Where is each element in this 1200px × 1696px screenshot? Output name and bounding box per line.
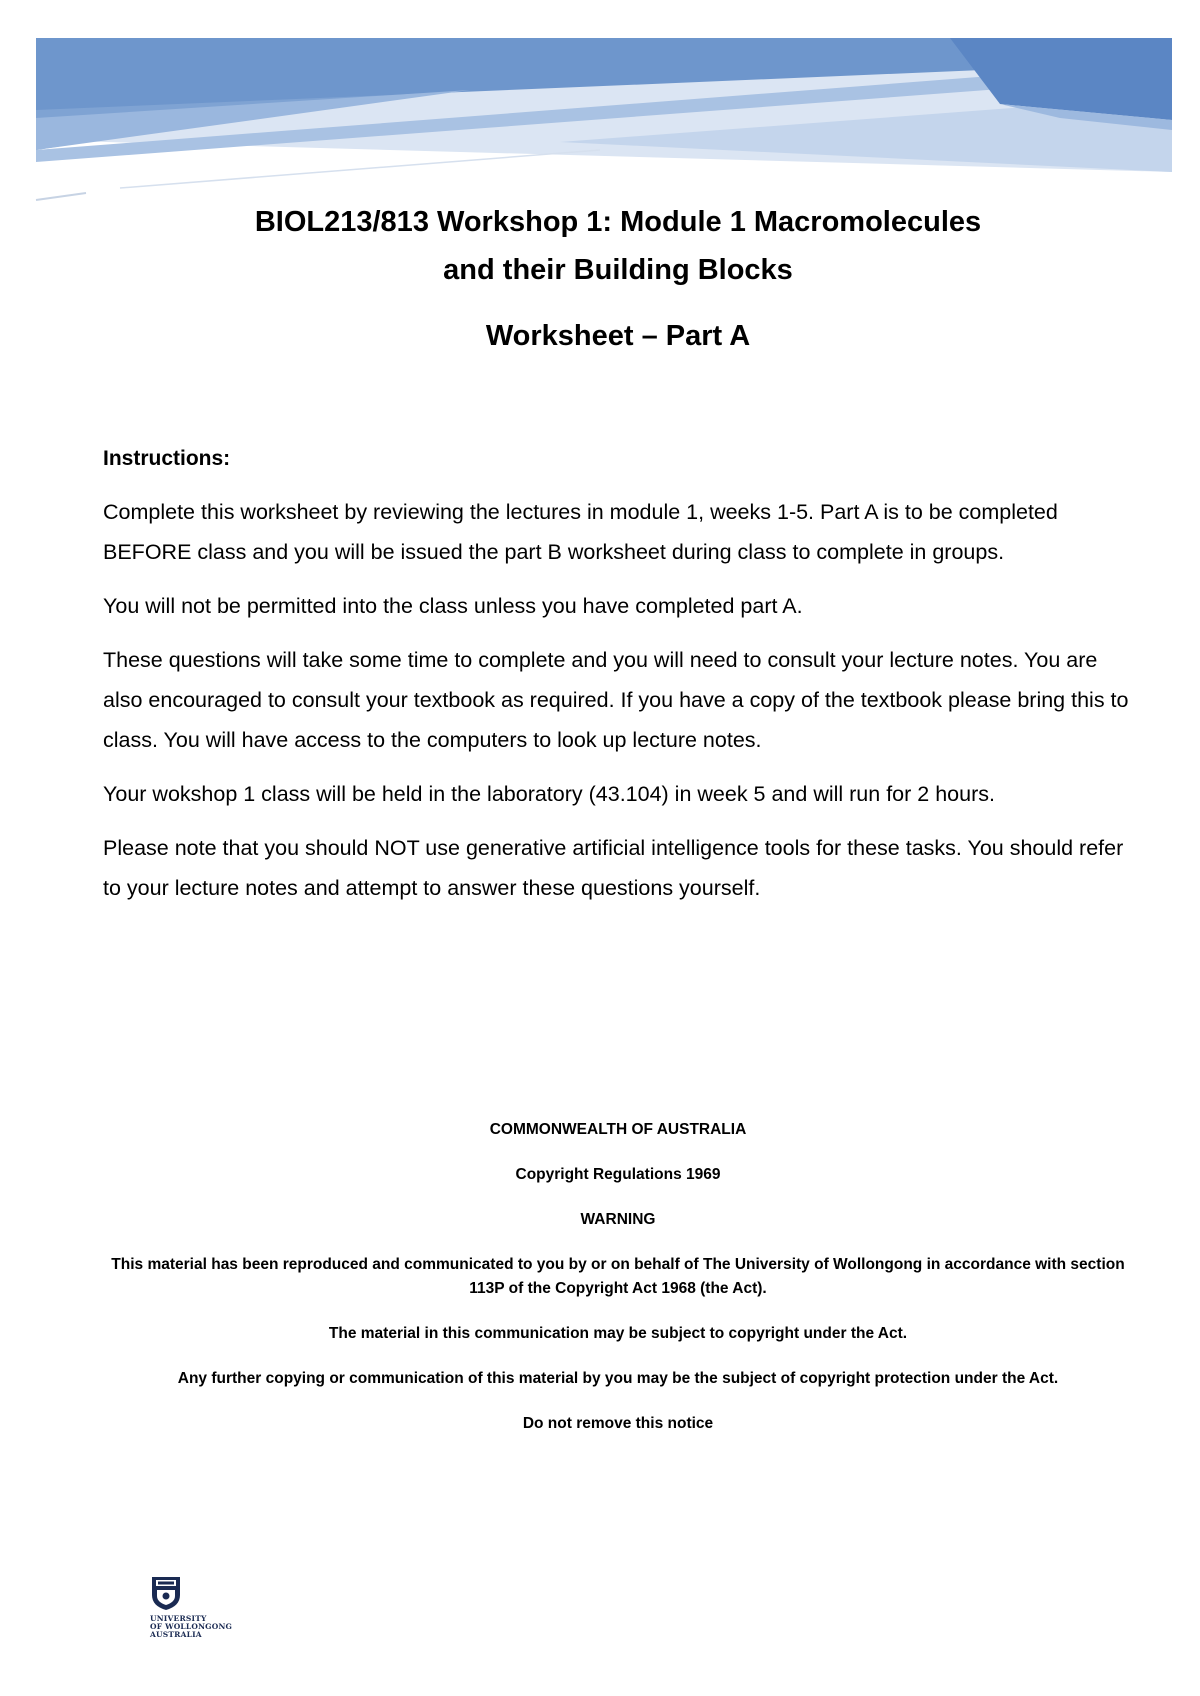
notice-regulations: Copyright Regulations 1969: [515, 1166, 721, 1183]
logo-line-university: UNIVERSITY: [150, 1614, 207, 1623]
copyright-notice: [103, 1118, 1133, 1457]
logo-line-wollongong: OF WOLLONGONG: [150, 1622, 233, 1631]
notice-subject-to-copyright: The material in this communication may be subject to copyright under the Act.: [328, 1325, 908, 1342]
notice-commonwealth: COMMONWEALTH OF AUSTRALIA: [489, 1121, 747, 1138]
title-block: [0, 198, 1200, 356]
notice-warning: WARNING: [580, 1211, 656, 1228]
instructions-section: [103, 444, 1133, 922]
university-logo: [150, 1575, 240, 1665]
instructions-heading: Instructions:: [103, 447, 231, 470]
instructions-paragraph-2: You will not be permitted into the class unless you have completed part A.: [103, 594, 803, 618]
header-banner: [0, 0, 1200, 210]
document-subtitle: Worksheet – Part A: [485, 320, 751, 352]
instructions-paragraph-1: Complete this worksheet by reviewing the lectures in module 1, weeks 1-5. Part A is to be completed BEFORE class and you will be issued the part B worksheet during class to complete in groups.: [103, 500, 1058, 564]
document-title-line2: and their Building Blocks: [443, 254, 793, 286]
notice-do-not-remove: Do not remove this notice: [522, 1415, 714, 1432]
notice-further-copying: Any further copying or communication of this material by you may be the subject of copyright protection under the Act.: [177, 1370, 1059, 1387]
logo-line-australia: AUSTRALIA: [150, 1630, 202, 1639]
instructions-paragraph-5: Please note that you should NOT use generative artificial intelligence tools for these tasks. You should refer to your lecture notes and attempt to answer these questions yourself.: [103, 836, 1124, 900]
notice-reproduced: This material has been reproduced and communicated to you by or on behalf of The University of Wollongong in accordance with section 113P of the Copyright Act 1968 (the Act).: [111, 1256, 1125, 1297]
crest-icon: [150, 1575, 182, 1611]
instructions-paragraph-4: Your wokshop 1 class will be held in the laboratory (43.104) in week 5 and will run for 2 hours.: [103, 782, 995, 806]
document-title-line1: BIOL213/813 Workshop 1: Module 1 Macromolecules: [254, 206, 982, 238]
university-name: [150, 1615, 232, 1639]
instructions-paragraph-3: These questions will take some time to complete and you will need to consult your lecture notes. You are also encouraged to consult your textbook as required. If you have a copy of the textbook please bring this to class. You will have access to the computers to look up lecture notes.: [103, 648, 1129, 752]
